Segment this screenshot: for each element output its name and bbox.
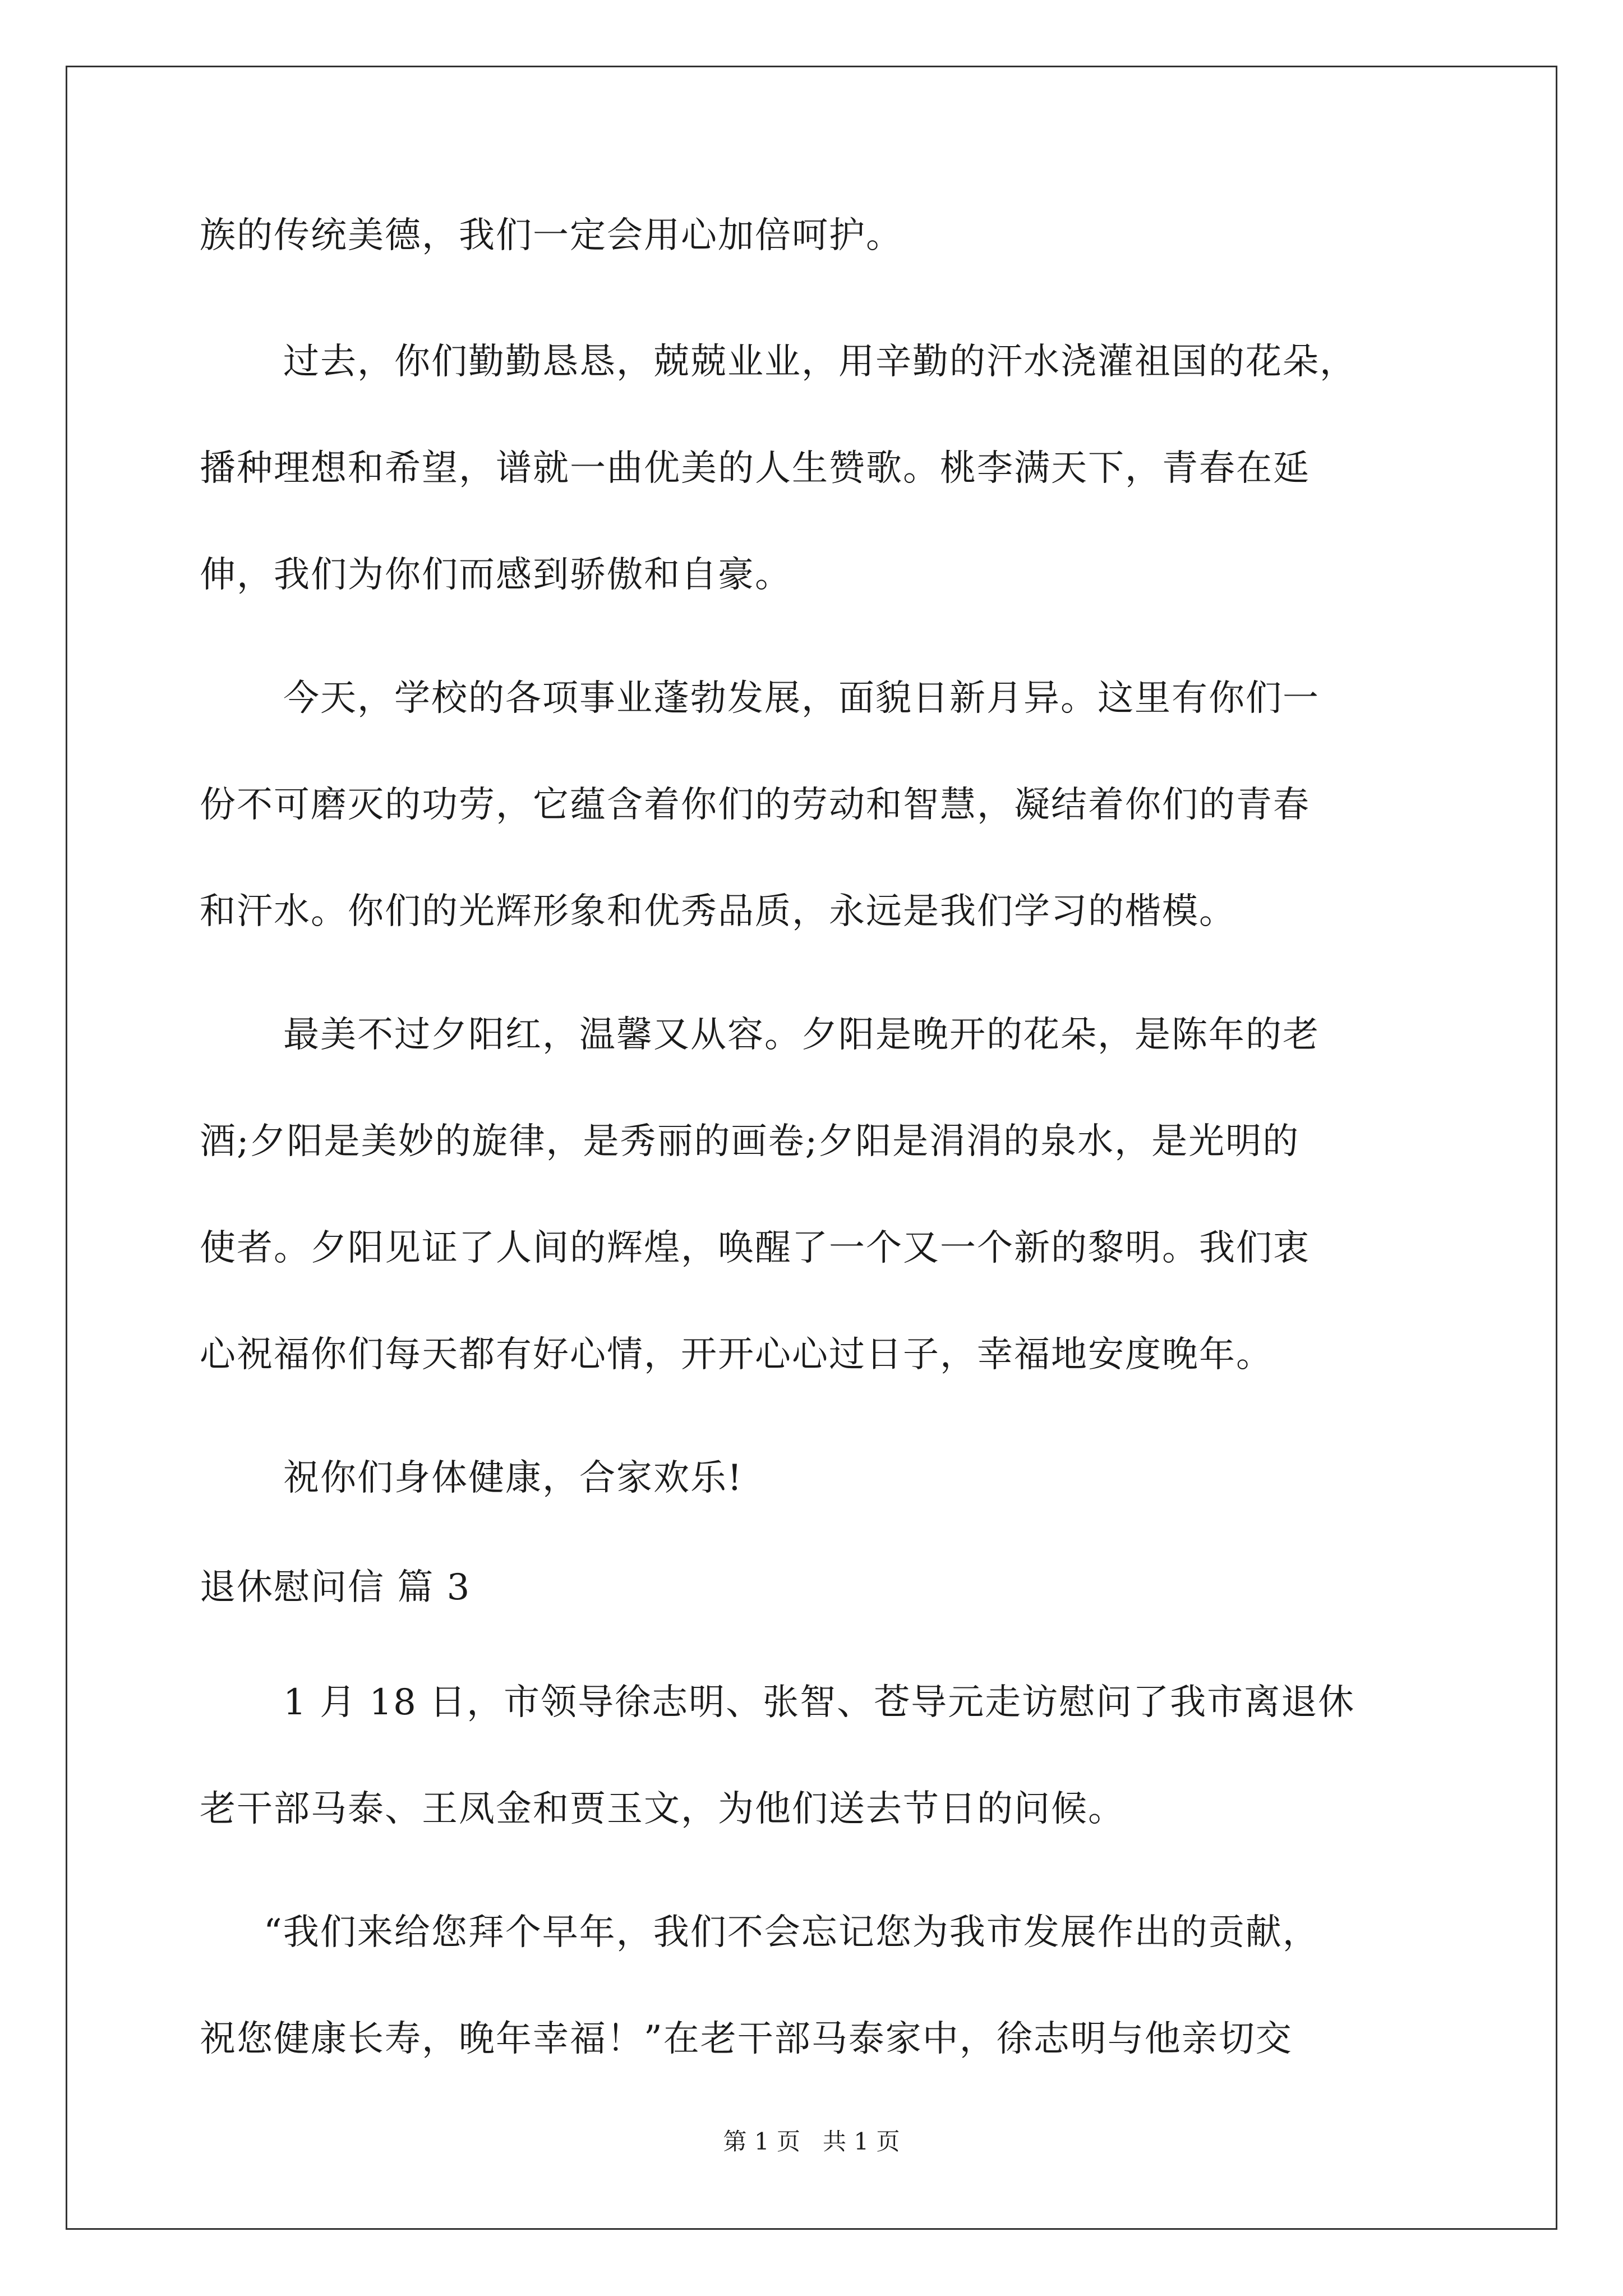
paragraph-line: 使者。夕阳见证了人间的辉煌，唤醒了一个又一个新的黎明。我们衷 <box>200 1227 1310 1269</box>
paragraph-line: 祝你们身体健康，合家欢乐! <box>283 1457 743 1499</box>
paragraph-line: 今天，学校的各项事业蓬勃发展，面貌日新月异。这里有你们一 <box>283 678 1320 719</box>
paragraph-line: 伸，我们为你们而感到骄傲和自豪。 <box>200 554 792 596</box>
paragraph-line: 1 月 18 日，市领导徐志明、张智、苍导元走访慰问了我市离退休 <box>283 1682 1355 1723</box>
paragraph-line: “我们来给您拜个早年，我们不会忘记您为我市发展作出的贡献， <box>264 1912 1320 1953</box>
section-heading: 退休慰问信 篇 3 <box>200 1567 471 1608</box>
paragraph-line: 老干部马泰、王凤金和贾玉文，为他们送去节日的问候。 <box>200 1788 1125 1830</box>
page-number-footer: 第 1 页 共 1 页 <box>723 2128 900 2155</box>
paragraph-line: 酒;夕阳是美妙的旋律，是秀丽的画卷;夕阳是涓涓的泉水，是光明的 <box>200 1121 1300 1162</box>
paragraph-line: 份不可磨灭的功劳，它蕴含着你们的劳动和智慧，凝结着你们的青春 <box>200 784 1310 826</box>
paragraph-line: 祝您健康长寿，晚年幸福！”在老干部马泰家中，徐志明与他亲切交 <box>200 2018 1293 2060</box>
paragraph-line: 播种理想和希望，谱就一曲优美的人生赞歌。桃李满天下，青春在延 <box>200 448 1310 489</box>
paragraph-line: 和汗水。你们的光辉形象和优秀品质，永远是我们学习的楷模。 <box>200 891 1236 932</box>
paragraph-line: 过去，你们勤勤恳恳，兢兢业业，用辛勤的汗水浇灌祖国的花朵， <box>283 341 1357 383</box>
paragraph-line: 心祝福你们每天都有好心情，开开心心过日子，幸福地安度晚年。 <box>200 1334 1273 1375</box>
paragraph-line: 族的传统美德，我们一定会用心加倍呵护。 <box>200 215 903 256</box>
paragraph-line: 最美不过夕阳红，温馨又从容。夕阳是晚开的花朵，是陈年的老 <box>283 1014 1320 1056</box>
